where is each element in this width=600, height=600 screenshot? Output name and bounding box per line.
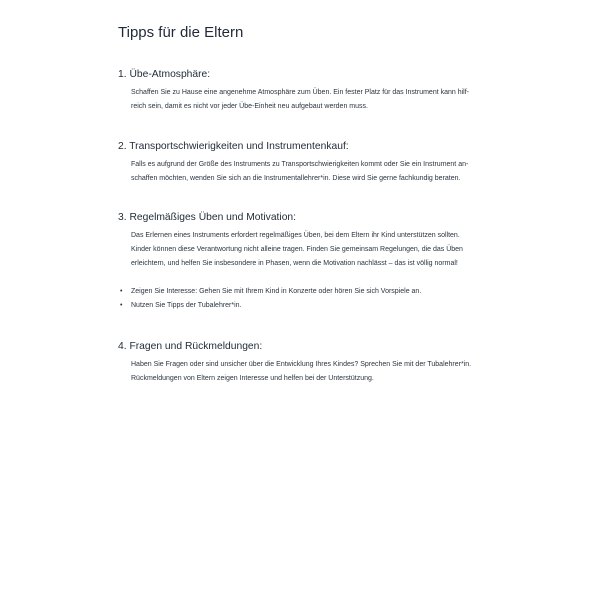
body-line: Haben Sie Fragen oder sind unsicher über die Entwicklung Ihres Kindes? Sprechen Sie mit der Tubalehrer*in. bbox=[131, 361, 472, 368]
section-body bbox=[131, 358, 498, 386]
list-item-text: Zeigen Sie Interesse: Gehen Sie mit Ihrem Kind in Konzerte oder hören Sie sich Vorspiele an. bbox=[131, 288, 422, 295]
body-line: Schaffen Sie zu Hause eine angenehme Atmosphäre zum Üben. Ein fester Platz für das Instrument kann hilf- bbox=[131, 89, 470, 96]
page-title: Tipps für die Eltern bbox=[118, 24, 244, 41]
section-uebe-atmosphaere bbox=[118, 69, 498, 114]
section-body bbox=[131, 86, 498, 114]
section-body bbox=[131, 158, 498, 186]
section-regelmaessiges-ueben bbox=[118, 212, 498, 271]
bullet-icon: • bbox=[120, 288, 123, 295]
body-line: reich sein, damit es nicht vor jeder Übe-Einheit neu aufgebaut werden muss. bbox=[131, 103, 368, 110]
section-heading: 4. Fragen und Rückmeldungen: bbox=[118, 341, 263, 352]
body-line: Das Erlernen eines Instruments erfordert regelmäßiges Üben, bei dem Eltern ihr Kind unterstützen sollten. bbox=[131, 232, 460, 239]
section-body bbox=[131, 229, 498, 271]
body-line: Falls es aufgrund der Größe des Instruments zu Transportschwierigkeiten kommt oder Sie ein Instrument an- bbox=[131, 161, 469, 168]
section-heading: 1. Übe-Atmosphäre: bbox=[118, 69, 211, 80]
body-line: Rückmeldungen von Eltern zeigen Interesse und helfen bei der Unterstützung. bbox=[131, 375, 374, 382]
list-item-text: Nutzen Sie Tipps der Tubalehrer*in. bbox=[131, 302, 242, 309]
body-line: schaffen möchten, wenden Sie sich an die Instrumentallehrer*in. Diese wird Sie gerne fachkundig beraten. bbox=[131, 175, 461, 182]
body-line: erleichtern, und helfen Sie insbesondere in Phasen, wenn die Motivation nachlässt – das ist völlig normal! bbox=[131, 260, 458, 267]
section-heading: 3. Regelmäßiges Üben und Motivation: bbox=[118, 212, 297, 223]
section-fragen-rueckmeldungen bbox=[118, 341, 498, 386]
list-item bbox=[118, 285, 498, 299]
bullet-icon: • bbox=[120, 302, 123, 309]
section-heading: 2. Transportschwierigkeiten und Instrumentenkauf: bbox=[118, 141, 349, 152]
list-item bbox=[118, 299, 498, 313]
body-line: Kinder können diese Verantwortung nicht alleine tragen. Finden Sie gemeinsam Regelungen, die das Üben bbox=[131, 246, 463, 253]
section-transport-instrumentenkauf bbox=[118, 141, 498, 186]
bullet-list bbox=[118, 285, 498, 313]
